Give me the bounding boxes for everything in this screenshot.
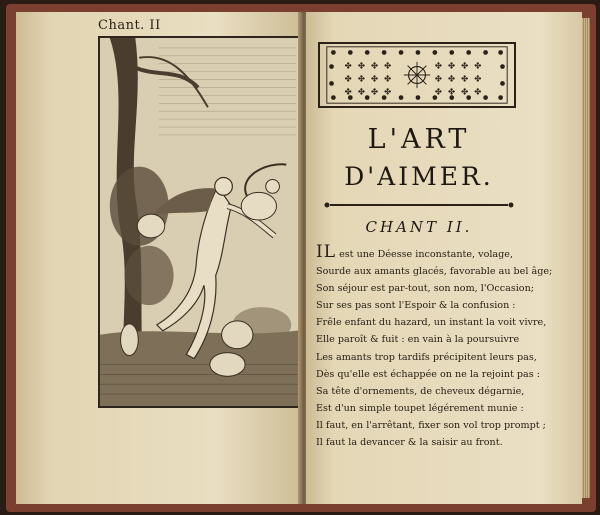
verse-line [316, 366, 556, 383]
verse-text: Les amants trop tardifs précipitent leurs pas, [316, 351, 537, 363]
ornament-pattern-icon [320, 44, 514, 106]
svg-text:✤: ✤ [344, 73, 352, 84]
verse-line [316, 263, 556, 280]
svg-text:✤: ✤ [357, 73, 365, 84]
svg-text:✤: ✤ [474, 86, 482, 97]
verse-text: Il faut, en l'arrêtant, fixer son vol trop prompt ; [316, 419, 546, 431]
svg-text:✤: ✤ [370, 86, 379, 97]
engraving-illustration [100, 38, 302, 406]
verse-text: est une Déesse inconstante, volage, [336, 249, 514, 260]
svg-text:✤: ✤ [474, 60, 482, 71]
svg-text:✤: ✤ [461, 60, 469, 71]
verse-line [316, 297, 556, 314]
right-page [306, 12, 582, 504]
book-title-line1: L'ART [367, 124, 471, 155]
verse-line [316, 314, 556, 331]
verse-line [316, 383, 556, 400]
title-rule [324, 202, 514, 208]
svg-text:✤: ✤ [434, 86, 442, 97]
svg-text:✤: ✤ [384, 73, 392, 84]
verse-text: Sur ses pas sont l'Espoir & la confusion : [316, 300, 516, 312]
verse-text: Il faut la devancer & la saisir au front. [316, 437, 503, 449]
verse-line [316, 400, 556, 417]
drop-cap: IL [316, 242, 337, 262]
svg-text:✤: ✤ [357, 86, 365, 97]
verse-line [316, 244, 556, 263]
verse-text: Son séjour est par-tout, son nom, l'Occasion; [316, 283, 534, 295]
chant-heading: CHANT II. [365, 218, 473, 236]
verse-text: Elle paroît & fuit : en vain à la poursuivre [316, 334, 520, 346]
headpiece-ornament [318, 42, 516, 108]
page-edges [582, 18, 590, 498]
svg-text:✤: ✤ [357, 60, 365, 71]
svg-text:✤: ✤ [461, 86, 469, 97]
svg-text:✤: ✤ [434, 73, 442, 84]
verse-text: Dès qu'elle est échappée on ne la rejoint pas : [316, 368, 540, 380]
verse-line [316, 417, 556, 434]
svg-text:✤: ✤ [384, 60, 392, 71]
svg-text:✤: ✤ [344, 86, 352, 97]
left-page [16, 12, 302, 504]
svg-text:✤: ✤ [461, 73, 469, 84]
svg-text:✤: ✤ [384, 86, 392, 97]
verse-text: Sourde aux amants glacés, favorable au bel âge; [316, 266, 553, 278]
verse-line [316, 349, 556, 366]
svg-text:✤: ✤ [370, 60, 379, 71]
verse-text: Sa tête d'ornements, de cheveux dégarnie, [316, 385, 525, 397]
svg-text:✤: ✤ [434, 60, 442, 71]
svg-text:✤: ✤ [448, 86, 456, 97]
verse-text: Frêle enfant du hazard, un instant la voit vivre, [316, 317, 547, 329]
verse-line [316, 331, 556, 348]
verse-line [316, 280, 556, 297]
svg-text:✤: ✤ [448, 73, 456, 84]
svg-text:✤: ✤ [474, 73, 482, 84]
svg-text:✤: ✤ [344, 60, 352, 71]
running-head: Chant. II [98, 18, 161, 33]
poem-verses [316, 244, 556, 451]
book-title-line2: D'AIMER. [344, 162, 494, 191]
open-book [6, 4, 596, 512]
svg-text:✤: ✤ [370, 73, 379, 84]
verse-text: Est d'un simple toupet légérement munie : [316, 402, 524, 414]
svg-text:✤: ✤ [448, 60, 456, 71]
engraving-plate [98, 36, 302, 408]
verse-line [316, 434, 556, 451]
